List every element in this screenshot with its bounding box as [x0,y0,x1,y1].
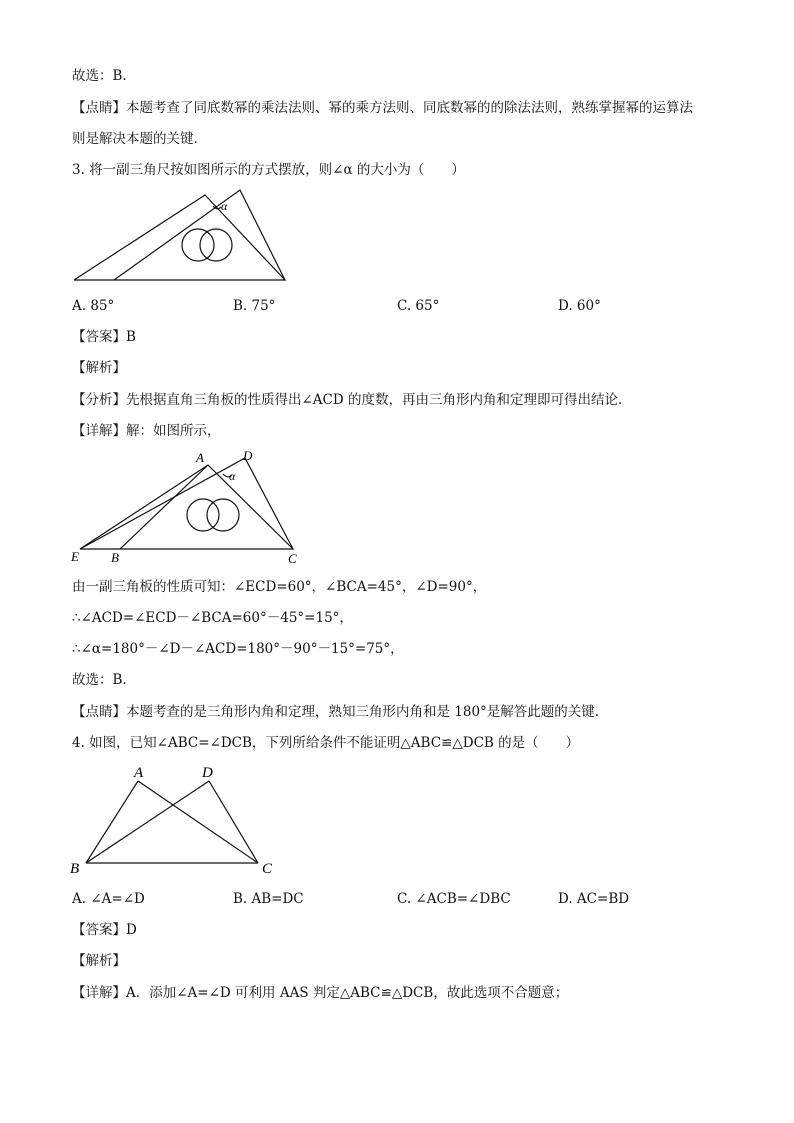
option-c: C. 65° [397,298,440,314]
option-b: B. AB=DC [233,891,304,907]
label-alpha: α [221,199,228,213]
option-a: A. 85° [72,298,115,314]
segment-bd [86,781,209,863]
figure-triangles-abc-dcb [66,760,286,880]
analysis-label: 【解析】 [72,360,126,376]
ruler-hole-right [200,229,232,261]
segment-dc [209,781,258,863]
option-b: B. 75° [233,298,276,314]
triangle-ecd-side [80,465,293,549]
label-d: D [202,765,213,781]
detail-intro: 【详解】解：如图所示， [72,423,221,439]
figure-labeled-rulers [68,445,308,570]
comment-line-2: 则是解决本题的关键． [72,131,207,147]
answer-line: 故选：B． [72,68,136,84]
solution-step-3: ∴∠α=180°－∠D－∠ACD=180°－90°－15°=75°， [72,641,404,657]
option-d: D. AC=BD [558,891,630,907]
option-d: D. 60° [558,298,601,314]
triangle-ruler-large [74,195,285,280]
label-b: B [111,550,119,565]
segment-ac [138,781,258,863]
analysis-label: 【解析】 [72,953,126,969]
ruler-hole-left [182,229,214,261]
ruler-hole-left [187,499,219,531]
question-4: 4. 如图，已知∠ABC=∠DCB，下列所给条件不能证明△ABC≌△DCB 的是（ ） [72,735,580,751]
label-c: C [262,861,273,877]
label-a: A [196,450,204,465]
label-c: C [288,551,297,566]
line-ba [120,465,208,549]
solution-answer: 故选：B． [72,672,136,688]
segment-ab [86,781,138,863]
option-c: C. ∠ACB=∠DBC [397,891,511,907]
detail-text: 【详解】A．添加∠A=∠D 可利用 AAS 判定△ABC≌△DCB，故此选项不合题意； [72,985,569,1001]
ruler-hole-right [207,499,239,531]
solution-step-2: ∴∠ACD=∠ECD－∠BCA=60°－45°=15°， [72,610,353,626]
label-a: A [134,765,144,781]
label-d: D [243,448,253,463]
option-a: A. ∠A=∠D [72,891,145,907]
answer-label: 【答案】D [72,922,137,938]
line-ed-dc [80,458,293,549]
analysis-text: 【分析】先根据直角三角板的性质得出∠ACD 的度数，再由三角形内角和定理即可得出结论． [72,392,632,408]
label-alpha: α [229,469,236,483]
comment-3: 【点睛】本题考查的是三角形内角和定理，熟知三角形内角和是 180°是解答此题的关键． [72,704,609,720]
comment-line-1: 【点睛】本题考查了同底数幂的乘法法则、幂的乘方法则、同底数幂的的除法法则，熟练掌握幂的运算法 [72,100,693,116]
solution-step-1: 由一副三角板的性质可知：∠ECD=60°，∠BCA=45°，∠D=90°， [72,579,487,595]
triangle-ruler-small [114,190,285,280]
figure-triangle-rulers [70,185,290,285]
label-e: E [71,549,79,564]
answer-label: 【答案】B [72,329,136,345]
question-3: 3. 将一副三角尺按如图所示的方式摆放，则∠α 的大小为（ ） [72,162,465,178]
label-b: B [70,861,80,877]
